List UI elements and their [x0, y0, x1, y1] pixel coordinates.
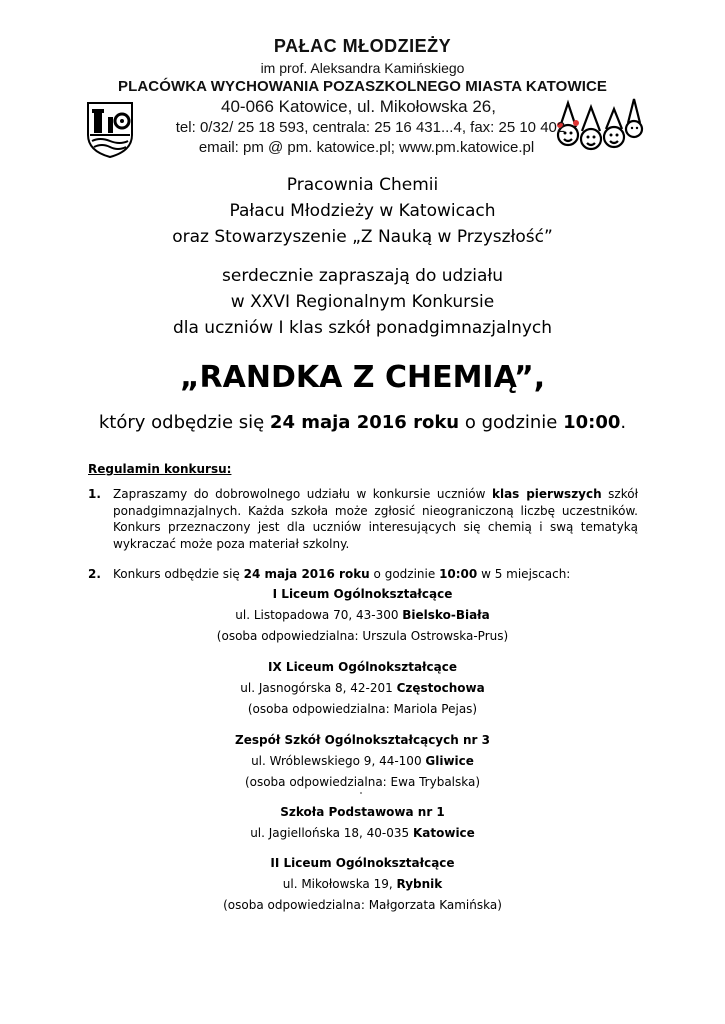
intro-line-5: w XXVI Regionalnym Konkursie: [230, 292, 495, 312]
institution-contact: email: pm @ pm. katowice.pl; www.pm.katowice.pl: [198, 139, 535, 156]
location-2-contact: (osoba odpowiedzialna: Mariola Pejas): [247, 702, 478, 716]
location-3-contact: (osoba odpowiedzialna: Ewa Trybalska): [244, 775, 481, 789]
institution-address: 40-066 Katowice, ul. Mikołowska 26,: [221, 97, 496, 116]
rule-item-2: [88, 566, 638, 583]
institution-patron: im prof. Aleksandra Kamińskiego: [260, 60, 465, 76]
institution-phones: tel: 0/32/ 25 18 593, centrala: 25 16 431...4, fax: 25 10 402: [175, 119, 566, 136]
location-1-address: ul. Listopadowa 70, 43-300 Bielsko-Biała: [235, 608, 490, 622]
contest-time: 10:00: [563, 412, 621, 433]
rule-number: 1.: [88, 487, 101, 501]
intro-line-6: dla uczniów I klas szkół ponadgimnazjalnych: [172, 318, 553, 338]
intro-line-4: serdecznie zapraszają do udziału: [222, 266, 503, 286]
rule-number: 2.: [88, 567, 101, 581]
location-5-address: ul. Mikołowska 19, Rybnik: [282, 877, 443, 891]
location-2-address: ul. Jasnogórska 8, 42-201 Częstochowa: [240, 681, 485, 695]
location-3-school: Zespół Szkół Ogólnokształcących nr 3: [235, 733, 490, 747]
rule-text: Konkurs odbędzie się 24 maja 2016 roku o godzinie 10:00 w 5 miejscach:: [113, 567, 571, 581]
contest-title: „RANDKA Z CHEMIĄ”,: [179, 360, 546, 395]
institution-type: PLACÓWKA WYCHOWANIA POZASZKOLNEGO MIASTA KATOWICE: [117, 78, 608, 95]
location-4-school: Szkoła Podstawowa nr 1: [280, 805, 445, 819]
location-1-contact: (osoba odpowiedzialna: Urszula Ostrowska-Prus): [216, 629, 509, 643]
contest-date-line: który odbędzie się 24 maja 2016 roku o godzinie 10:00.: [98, 412, 627, 433]
intro-line-3: oraz Stowarzyszenie „Z Nauką w Przyszłość”: [172, 227, 553, 247]
location-2-school: IX Liceum Ogólnokształcące: [268, 660, 457, 674]
intro-line-1: Pracownia Chemii: [286, 175, 439, 195]
location-1-school: I Liceum Ogólnokształcące: [272, 587, 453, 601]
rule-text: Zapraszamy do dobrowolnego udziału w konkursie uczniów klas pierwszych szkół ponadgimnazjalnych. Każda szkoła może zgłosić nieograniczoną liczbę uczestników. Konkurs przeznaczony jest dla uczniów interesujących się chemią i swą tematyką wykraczać może poza materiał szkolny.: [113, 487, 638, 551]
rules-heading: Regulamin konkursu:: [88, 462, 232, 476]
location-5-contact: (osoba odpowiedzialna: Małgorzata Kamińska): [223, 898, 502, 912]
location-4-address: ul. Jagiellońska 18, 40-035 Katowice: [250, 826, 475, 840]
location-5-school: II Liceum Ogólnokształcące: [270, 856, 455, 870]
institution-name: PAŁAC MŁODZIEŻY: [273, 36, 452, 56]
location-3-address: ul. Wróblewskiego 9, 44-100 Gliwice: [251, 754, 474, 768]
contest-date: 24 maja 2016 roku: [269, 412, 460, 433]
stray-mark: [360, 792, 362, 794]
intro-line-2: Pałacu Młodzieży w Katowicach: [229, 201, 496, 221]
rule-item-1: [88, 486, 638, 552]
